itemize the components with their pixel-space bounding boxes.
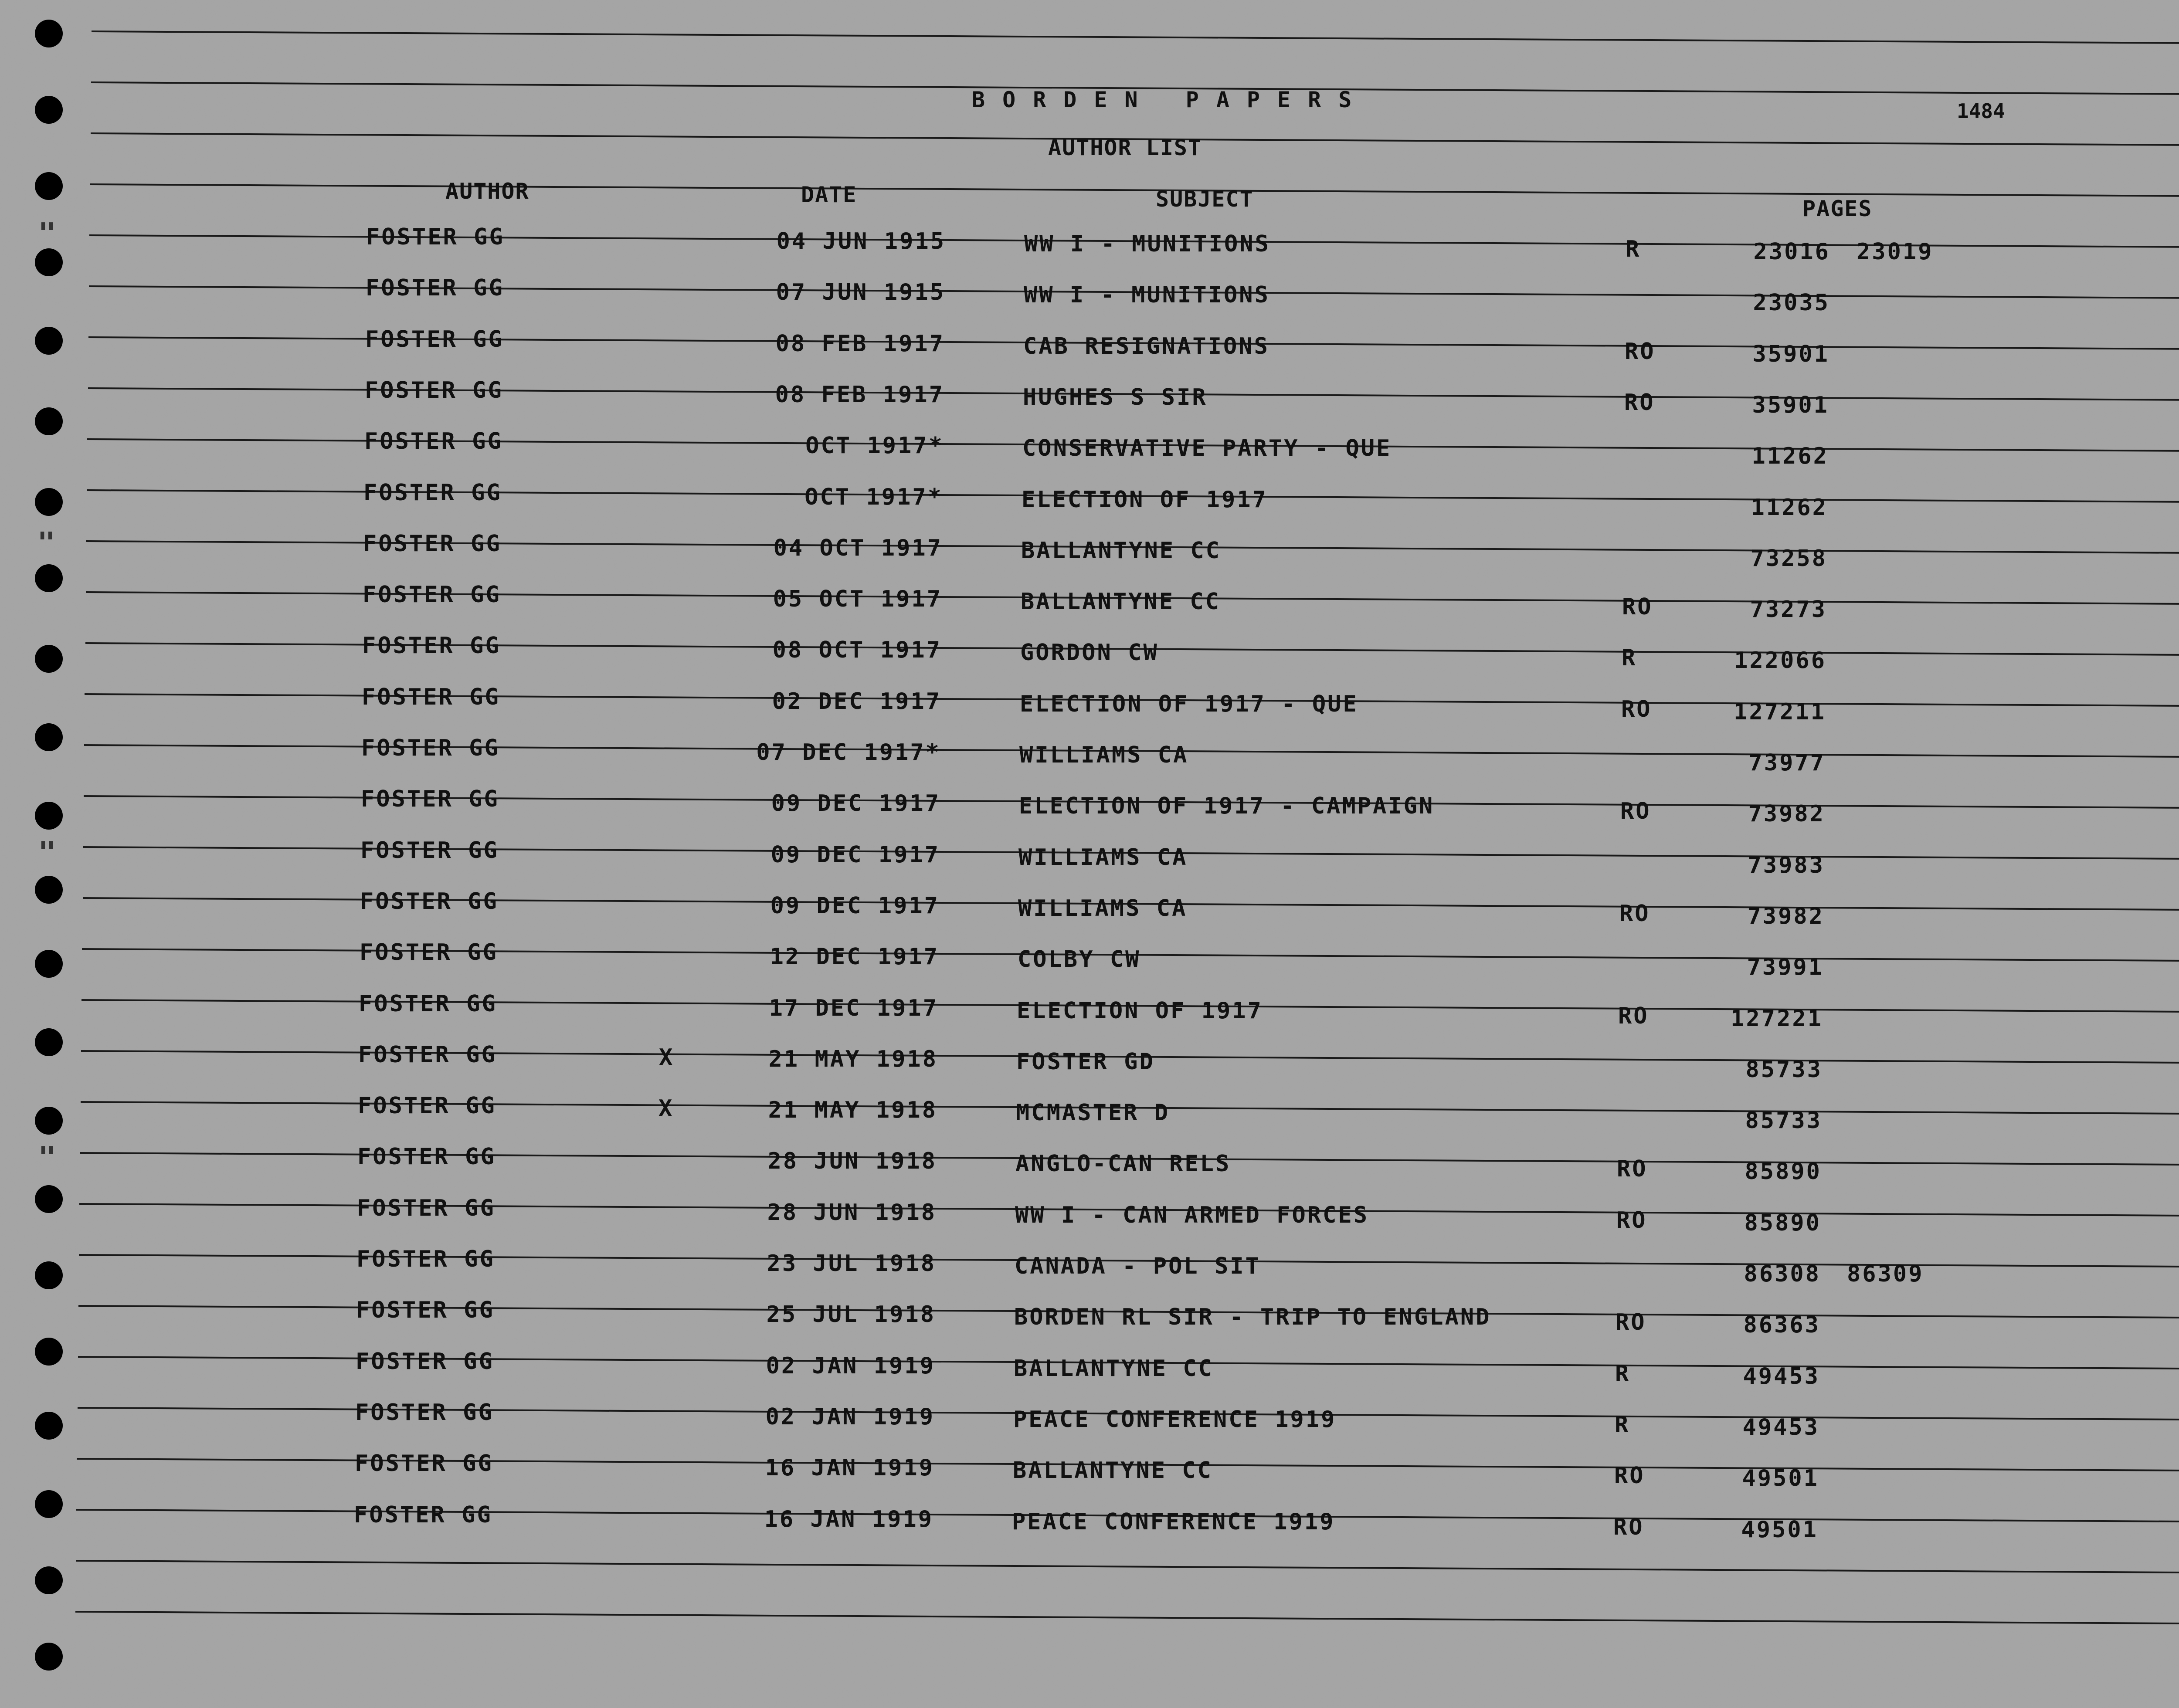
- flag-cell: RO: [1613, 1514, 1644, 1540]
- feed-hole: [35, 172, 63, 200]
- date-cell: OCT 1917*: [804, 484, 943, 510]
- flag-cell: R: [1626, 236, 1641, 262]
- page-end-cell: 86309: [1847, 1261, 1924, 1287]
- subject-cell: GORDON CW: [1020, 640, 1159, 666]
- date-cell: 02 JAN 1919: [765, 1403, 935, 1430]
- table-row: [0, 224, 2179, 265]
- subject-cell: WILLIAMS CA: [1018, 895, 1188, 922]
- page-start-cell: 23035: [1753, 290, 1830, 316]
- page-start-cell: 49501: [1741, 1516, 1818, 1543]
- date-cell: 17 DEC 1917: [769, 995, 938, 1021]
- page-start-cell: 11262: [1751, 494, 1828, 521]
- author-cell: FOSTER GG: [361, 786, 499, 813]
- flag-cell: R: [1615, 1411, 1630, 1438]
- table-row: [0, 1450, 2179, 1492]
- date-cell: OCT 1917*: [805, 433, 944, 459]
- date-cell: 25 JUL 1918: [766, 1301, 936, 1328]
- subject-cell: HUGHES S SIR: [1023, 384, 1208, 410]
- author-cell: FOSTER GG: [355, 1399, 494, 1426]
- page-start-cell: 49453: [1743, 1363, 1820, 1389]
- flag-cell: RO: [1625, 338, 1656, 365]
- author-cell: FOSTER GG: [356, 1246, 495, 1272]
- page-start-cell: 85890: [1744, 1210, 1821, 1236]
- author-cell: FOSTER GG: [363, 479, 502, 506]
- table-row: [0, 530, 2179, 572]
- feed-hole: [35, 1643, 63, 1671]
- subject-cell: COLBY CW: [1018, 946, 1141, 973]
- page-start-cell: 86363: [1743, 1312, 1820, 1339]
- table-row: [0, 837, 2179, 878]
- page-start-cell: 73982: [1747, 903, 1824, 929]
- date-cell: 23 JUL 1918: [767, 1250, 936, 1277]
- date-cell: 21 MAY 1918: [768, 1097, 937, 1124]
- page-start-cell: 23016: [1753, 239, 1830, 265]
- date-cell: 08 FEB 1917: [775, 330, 945, 357]
- page-start-cell: 85733: [1745, 1056, 1823, 1083]
- subject-cell: BORDEN RL SIR - TRIP TO ENGLAND: [1014, 1304, 1491, 1331]
- date-cell: 07 DEC 1917*: [756, 739, 941, 766]
- table-row: [0, 479, 2179, 521]
- subject-cell: ANGLO-CAN RELS: [1015, 1151, 1231, 1177]
- author-cell: FOSTER GG: [362, 684, 500, 710]
- table-row: [0, 1246, 2179, 1287]
- page-start-cell: 49453: [1742, 1414, 1819, 1440]
- mark-cell: X: [659, 1044, 675, 1071]
- author-cell: FOSTER GG: [366, 275, 504, 302]
- table-row: [0, 786, 2179, 827]
- author-cell: FOSTER GG: [363, 530, 502, 557]
- table-row: [0, 1348, 2179, 1389]
- page-number: 1484: [1957, 99, 2005, 123]
- page-start-cell: 127221: [1731, 1005, 1823, 1032]
- author-cell: FOSTER GG: [354, 1501, 492, 1528]
- page-start-cell: 73983: [1748, 852, 1825, 878]
- date-cell: 08 FEB 1917: [775, 381, 944, 408]
- flag-cell: RO: [1617, 1156, 1648, 1183]
- flag-cell: RO: [1620, 798, 1651, 825]
- author-cell: FOSTER GG: [366, 224, 505, 250]
- flag-cell: RO: [1616, 1309, 1646, 1336]
- author-cell: FOSTER GG: [356, 1297, 495, 1324]
- edge-mark: ▮▮: [38, 527, 54, 542]
- date-cell: 07 JUN 1915: [776, 279, 945, 306]
- feed-hole: [35, 20, 63, 47]
- subject-cell: BALLANTYNE CC: [1013, 1457, 1213, 1484]
- date-cell: 04 OCT 1917: [773, 535, 943, 561]
- author-cell: FOSTER GG: [362, 633, 501, 659]
- mark-cell: X: [658, 1095, 674, 1122]
- page-start-cell: 122066: [1734, 647, 1826, 674]
- author-cell: FOSTER GG: [356, 1348, 494, 1375]
- table-row: [0, 1144, 2179, 1185]
- date-cell: 09 DEC 1917: [771, 790, 940, 817]
- page-start-cell: 73977: [1748, 750, 1826, 776]
- flag-cell: RO: [1622, 594, 1653, 620]
- edge-mark: ▮▮: [39, 218, 55, 233]
- table-row: [0, 1297, 2179, 1339]
- subject-cell: BALLANTYNE CC: [1021, 589, 1221, 615]
- subject-cell: PEACE CONFERENCE 1919: [1013, 1406, 1337, 1433]
- flag-cell: R: [1615, 1360, 1631, 1387]
- subject-cell: CAB RESIGNATIONS: [1023, 333, 1269, 359]
- table-row: [0, 939, 2179, 981]
- flag-cell: RO: [1619, 900, 1650, 927]
- flag-cell: RO: [1624, 389, 1655, 416]
- page-start-cell: 127211: [1734, 698, 1826, 725]
- edge-mark: ▮▮: [39, 837, 55, 852]
- author-cell: FOSTER GG: [360, 888, 499, 915]
- date-cell: 08 OCT 1917: [772, 637, 942, 664]
- date-cell: 04 JUN 1915: [776, 228, 946, 254]
- flag-cell: RO: [1616, 1207, 1647, 1234]
- table-row: [0, 326, 2179, 367]
- subject-cell: WW I - MUNITIONS: [1024, 231, 1270, 257]
- subject-cell: ELECTION OF 1917 - CAMPAIGN: [1019, 793, 1435, 820]
- page-start-cell: 85733: [1745, 1108, 1822, 1134]
- subject-cell: WW I - MUNITIONS: [1024, 282, 1270, 308]
- page-start-cell: 73273: [1750, 596, 1827, 623]
- page-start-cell: 73982: [1748, 801, 1825, 827]
- date-cell: 16 JAN 1919: [765, 1455, 934, 1481]
- subject-cell: CANADA - POL SIT: [1015, 1253, 1261, 1279]
- date-cell: 12 DEC 1917: [770, 944, 939, 970]
- table-row: [0, 1501, 2179, 1543]
- author-cell: FOSTER GG: [357, 1144, 496, 1170]
- page-start-cell: 73991: [1747, 954, 1824, 981]
- subject-cell: WILLIAMS CA: [1019, 742, 1189, 768]
- page-start-cell: 73258: [1750, 545, 1827, 572]
- flag-cell: R: [1622, 645, 1637, 671]
- feed-hole: [35, 96, 63, 124]
- subject-cell: CONSERVATIVE PARTY - QUE: [1022, 435, 1392, 462]
- table-row: [0, 582, 2179, 623]
- table-row: [0, 377, 2179, 418]
- author-cell: FOSTER GG: [358, 1041, 497, 1068]
- page-start-cell: 35901: [1752, 392, 1829, 418]
- subject-cell: WILLIAMS CA: [1018, 844, 1188, 871]
- subject-cell: ELECTION OF 1917 - QUE: [1020, 691, 1358, 717]
- date-cell: 28 JUN 1918: [767, 1199, 937, 1226]
- page-end-cell: 23019: [1857, 239, 1934, 265]
- table-row: [0, 275, 2179, 316]
- table-row: [0, 1399, 2179, 1440]
- date-cell: 09 DEC 1917: [770, 841, 940, 868]
- author-cell: FOSTER GG: [360, 939, 498, 966]
- page-start-cell: 35901: [1752, 341, 1829, 367]
- column-header-pages: PAGES: [1802, 196, 1873, 221]
- flag-cell: RO: [1618, 1003, 1649, 1029]
- table-row: [0, 1041, 2179, 1083]
- subject-cell: WW I - CAN ARMED FORCES: [1015, 1202, 1369, 1228]
- date-cell: 02 JAN 1919: [766, 1352, 935, 1379]
- date-cell: 02 DEC 1917: [772, 688, 941, 715]
- author-cell: FOSTER GG: [364, 428, 503, 455]
- date-cell: 09 DEC 1917: [770, 892, 940, 919]
- page-start-cell: 85890: [1745, 1159, 1822, 1185]
- page-start-cell: 86308: [1744, 1261, 1821, 1287]
- date-cell: 21 MAY 1918: [768, 1046, 938, 1072]
- author-cell: FOSTER GG: [360, 837, 499, 864]
- flag-cell: RO: [1621, 696, 1652, 722]
- subject-cell: PEACE CONFERENCE 1919: [1012, 1508, 1335, 1535]
- author-cell: FOSTER GG: [355, 1450, 493, 1477]
- subject-cell: FOSTER GD: [1016, 1048, 1155, 1075]
- author-cell: FOSTER GG: [363, 582, 501, 608]
- date-cell: 16 JAN 1919: [764, 1506, 933, 1532]
- page-start-cell: 11262: [1751, 443, 1829, 470]
- list-title: AUTHOR LIST: [1048, 135, 1202, 160]
- author-cell: FOSTER GG: [357, 1195, 496, 1221]
- edge-mark: ▮▮: [39, 1142, 55, 1157]
- table-row: [0, 888, 2179, 929]
- subject-cell: MCMASTER D: [1016, 1100, 1170, 1126]
- author-cell: FOSTER GG: [359, 990, 497, 1017]
- subject-cell: ELECTION OF 1917: [1022, 486, 1268, 513]
- subject-cell: BALLANTYNE CC: [1014, 1355, 1214, 1382]
- table-row: [0, 428, 2179, 470]
- date-cell: 05 OCT 1917: [773, 586, 942, 613]
- table-row: [0, 990, 2179, 1032]
- table-row: [0, 1195, 2179, 1236]
- subject-cell: ELECTION OF 1917: [1017, 997, 1263, 1024]
- date-cell: 28 JUN 1918: [767, 1148, 937, 1175]
- author-cell: FOSTER GG: [365, 326, 504, 352]
- document-title: BORDEN PAPERS: [972, 87, 1369, 112]
- feed-hole: [35, 1566, 63, 1594]
- column-header-subject: SUBJECT: [1156, 186, 1254, 212]
- table-row: [0, 735, 2179, 776]
- table-row: [0, 1093, 2179, 1134]
- page-start-cell: 49501: [1742, 1465, 1819, 1492]
- author-cell: FOSTER GG: [365, 377, 503, 403]
- flag-cell: RO: [1614, 1463, 1645, 1489]
- table-row: [0, 684, 2179, 725]
- author-cell: FOSTER GG: [361, 735, 500, 761]
- column-header-author: AUTHOR: [445, 179, 529, 204]
- author-cell: FOSTER GG: [358, 1093, 496, 1119]
- column-header-date: DATE: [801, 182, 857, 207]
- table-row: [0, 633, 2179, 674]
- subject-cell: BALLANTYNE CC: [1021, 537, 1221, 564]
